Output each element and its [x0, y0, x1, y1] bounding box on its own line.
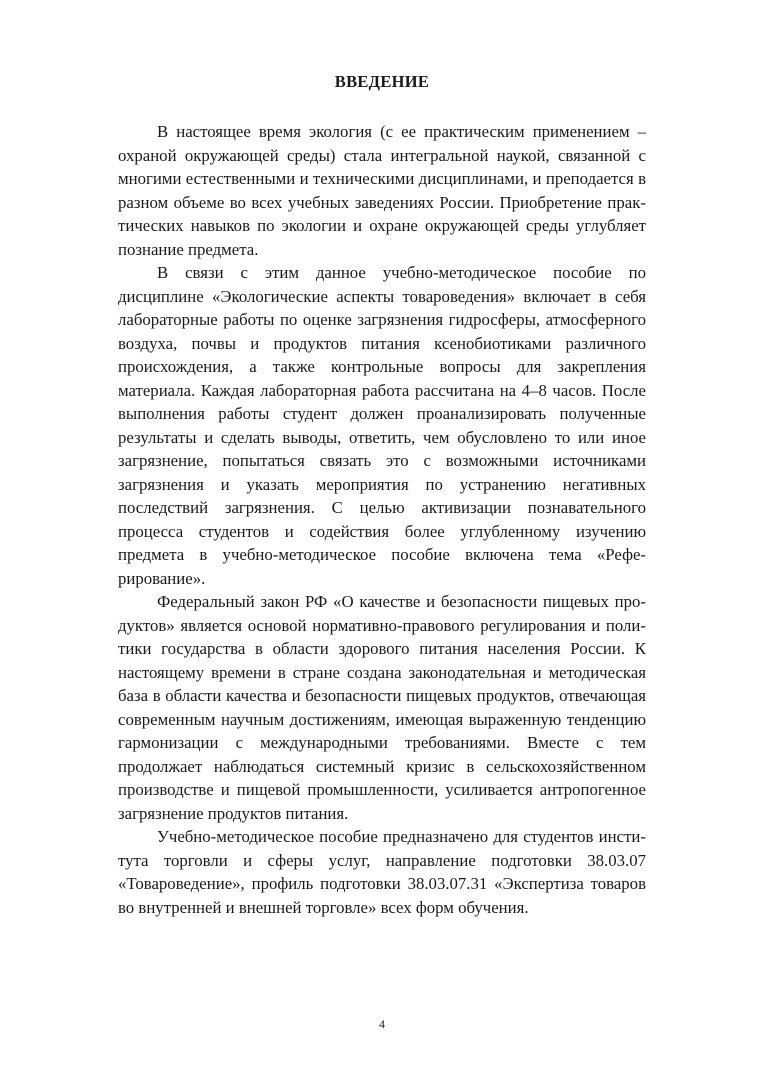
- paragraph-federal-law: Федеральный закон РФ «О качестве и безопасности пищевых продуктов» является основой нормативно-правового регулирования и политики государства в области здорового питания населения России. К настоящему времени в стране создана законодательная и методическая база в области качества и безопасности пищевых продуктов, отвечающая современным научным достижениям, имеющая выраженную тенденцию гармонизации с международными требованиями. Вместе с тем продолжает наблюдаться системный кризис в сельскохозяйственном производстве и пищевой промышленности, усиливается антропогенное загрязнение продуктов питания.: [118, 592, 646, 823]
- paragraph-audience: Учебно-методическое пособие предназначено для студентов института торговли и сферы услуг, направление подготовки 38.03.07 «Товароведение», профиль подготовки 38.03.07.31 «Экспертиза товаров во внутренней и внешней торговле» всех форм обучения.: [118, 827, 646, 917]
- paragraph-intro: В настоящее время экология (с ее практическим применением – охраной окружающей среды) стала интегральной наукой, связанной с многими естественными и техническими дисциплинами, и преподается в разном объеме во всех учебных заведениях России. Приобретение практических навыков по экологии и охране окружающей среды углубляет познание предмета.: [118, 122, 646, 259]
- body-text: [118, 120, 646, 919]
- page-title: ВВЕДЕНИЕ: [334, 72, 430, 91]
- page-number: 4: [379, 1017, 385, 1031]
- paragraph-manual-description: В связи с этим данное учебно-методическое пособие по дисциплине «Экологические аспекты товароведения» включает в себя лабораторные работы по оценке загрязнения гидросферы, атмосферного воздуха, почвы и продуктов питания ксенобиотиками различного происхождения, а также контрольные вопросы для закрепления материала. Каждая лабораторная работа рассчитана на 4–8 часов. После выполнения работы студент должен проанализировать полученные результаты и сделать выводы, ответить, чем обусловлено то или иное загрязнение, попытаться связать это с возможными источниками загрязнения и указать мероприятия по устранению негативных последствий загрязнения. С целью активизации познавательного процесса студентов и содействия более углубленному изучению предмета в учебно-методическое пособие включена тема «Реферирование».: [118, 263, 646, 588]
